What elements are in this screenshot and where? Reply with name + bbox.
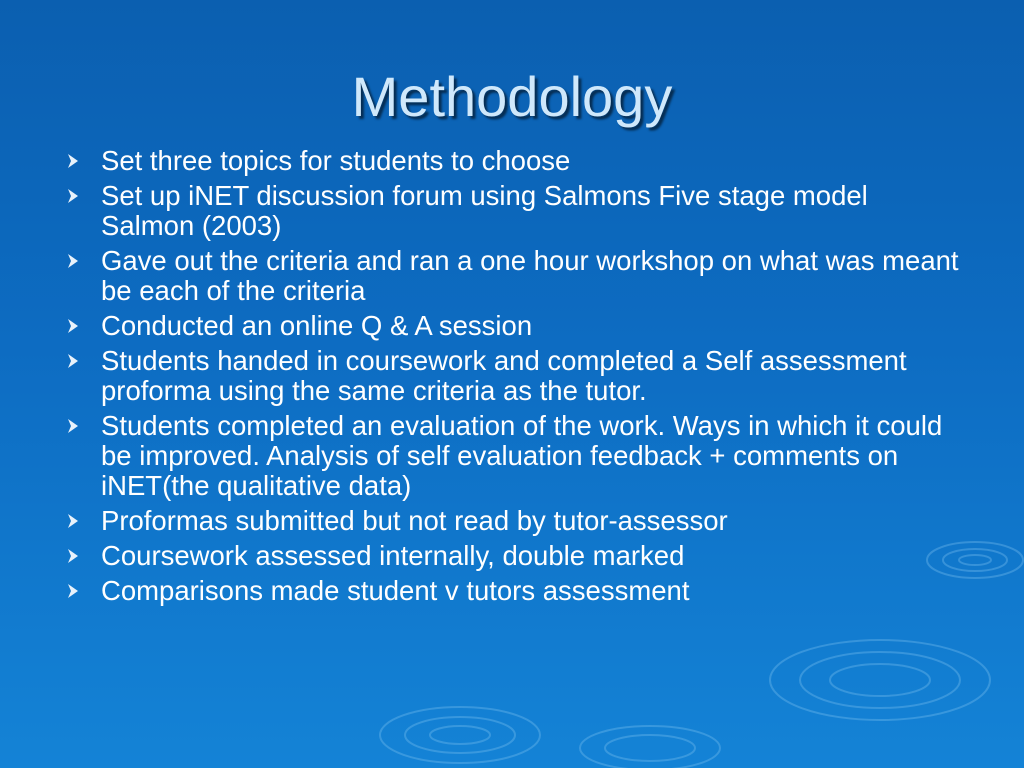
arrowhead-bullet-icon — [64, 184, 84, 208]
bullet-item — [64, 541, 964, 571]
bullet-item — [64, 311, 964, 341]
bullet-text: Set three topics for students to choose — [101, 145, 571, 176]
arrowhead-bullet-icon — [64, 544, 84, 568]
arrowhead-bullet-icon — [64, 249, 84, 273]
arrowhead-bullet-icon — [64, 349, 84, 373]
bullet-item — [64, 506, 964, 536]
slide-title: Methodology — [351, 65, 673, 128]
bullet-item — [64, 411, 964, 501]
arrowhead-bullet-icon — [64, 509, 84, 533]
arrowhead-bullet-icon — [64, 414, 84, 438]
bullet-text: Set up iNET discussion forum using Salmons Five stage model Salmon (2003) — [101, 180, 868, 241]
bullet-text: Comparisons made student v tutors assessment — [101, 575, 690, 606]
bullet-text: Students handed in coursework and completed a Self assessment proforma using the same criteria as the tutor. — [101, 345, 907, 406]
bullet-item — [64, 346, 964, 406]
bullet-text: Proformas submitted but not read by tutor-assessor — [101, 505, 728, 536]
bullet-list — [64, 144, 964, 606]
bullet-text: Coursework assessed internally, double marked — [101, 540, 685, 571]
bullet-text: Conducted an online Q & A session — [101, 310, 533, 341]
bullet-item — [64, 246, 964, 306]
bullet-text: Students completed an evaluation of the work. Ways in which it could be improved. Analysis of self evaluation feedback + comments on iNET(the qualitative data) — [101, 410, 943, 501]
arrowhead-bullet-icon — [64, 579, 84, 603]
bullet-item — [64, 146, 964, 176]
bullet-text: Gave out the criteria and ran a one hour workshop on what was meant be each of the criteria — [101, 245, 959, 306]
arrowhead-bullet-icon — [64, 314, 84, 338]
arrowhead-bullet-icon — [64, 149, 84, 173]
bullet-item — [64, 576, 964, 606]
bullet-item — [64, 181, 964, 241]
